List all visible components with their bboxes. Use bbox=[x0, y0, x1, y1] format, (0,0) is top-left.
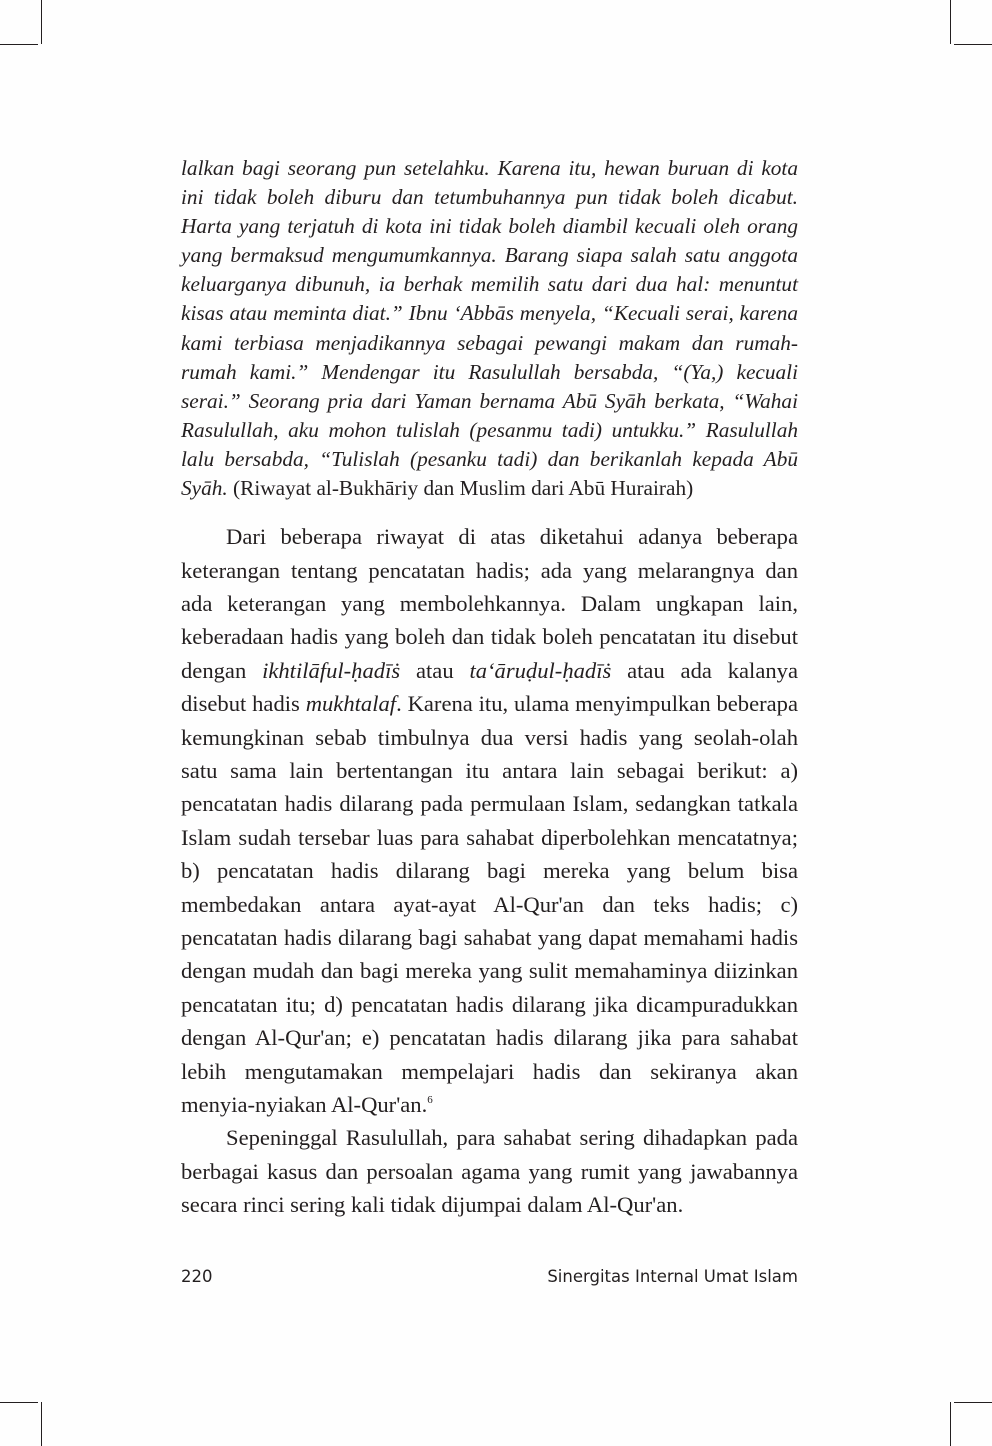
crop-mark-bottom-left-vertical bbox=[41, 1402, 42, 1446]
hadith-source: (Riwayat al-Bukhāriy dan Muslim dari Abū Hurairah) bbox=[227, 476, 694, 501]
crop-mark-top-right-horizontal bbox=[954, 44, 992, 45]
footnote-reference[interactable]: 6 bbox=[427, 1094, 433, 1107]
term-taarudul-hadis: ta‘āruḍul-ḥadīṡ bbox=[469, 657, 612, 683]
crop-mark-top-left-horizontal bbox=[0, 44, 38, 45]
page-body bbox=[181, 154, 798, 1222]
paragraph-1-text-d: . Karena itu, ulama menyimpulkan beberapa kemungkinan sebab timbulnya dua versi hadis yang seolah-olah satu sama lain bertentangan itu antara lain sebagai berikut: a) pencatatan hadis dilarang pada permulaan Islam, sedangkan tatkala Islam sudah tersebar luas para sahabat diperbolehkan mencatatnya; b) pencatatan hadis dilarang bagi mereka yang belum bisa membedakan antara ayat-ayat Al-Qur'an dan teks hadis; c) pencatatan hadis dilarang bagi sahabat yang dapat memahami hadis dengan mudah dan bagi mereka yang sulit memahaminya diizinkan pencatatan itu; d) pencatatan hadis dilarang jika dicampuradukkan dengan Al-Qur'an; e) pencatatan hadis dilarang jika para sahabat lebih mengutamakan mempelajari hadis dan sekiranya akan menyia-nyiakan Al-Qur'an. bbox=[181, 691, 798, 1118]
hadith-quote-block bbox=[181, 154, 798, 503]
paragraph-1-text-c: atau ada kalanya disebut hadis bbox=[181, 657, 798, 717]
term-mukhtalaf: mukhtalaf bbox=[305, 691, 397, 717]
crop-mark-bottom-right-vertical bbox=[950, 1402, 951, 1446]
crop-mark-top-right-vertical bbox=[950, 0, 951, 44]
body-paragraph-2: Sepeninggal Rasulullah, para sahabat sering dihadapkan pada berbagai kasus dan persoalan agama yang rumit yang jawabannya secara rinci sering kali tidak dijumpai dalam Al-Qur'an. bbox=[181, 1125, 798, 1218]
crop-mark-bottom-right-horizontal bbox=[954, 1402, 992, 1403]
body-paragraph-1 bbox=[181, 520, 798, 1121]
paragraph-1-text-a: Dari beberapa riwayat di atas diketahui adanya beberapa keterangan tentang pencatatan hadis; ada yang melarangnya dan ada keterangan yang membolehkannya. Dalam ungkapan lain, keberadaan hadis yang boleh dan tidak boleh pencatatan itu disebut dengan bbox=[181, 524, 798, 683]
term-ikhtilaful-hadis: ikhtilāful-ḥadīṡ bbox=[262, 657, 401, 683]
hadith-quote-text: lalkan bagi seorang pun setelahku. Karena itu, hewan buruan di kota ini tidak boleh diburu dan tetumbuhannya pun tidak boleh dicabut. Harta yang terjatuh di kota ini tidak boleh diambil kecuali oleh orang yang bermaksud mengumumkannya. Barang siapa salah satu anggota keluarganya dibunuh, ia berhak memilih satu dari dua hal: menuntut kisas atau meminta diat.” Ibnu ‘Abbās menyela, “Kecuali serai, karena kami terbiasa menjadikannya sebagai pewangi makam dan rumah-rumah kami.” Mendengar itu Rasulullah bersabda, “(Ya,) kecuali serai.” Seorang pria dari Yaman bernama Abū Syāh berkata, “Wahai Rasulullah, aku mohon tulislah (pesanmu tadi) untukku.” Rasulullah lalu bersabda, “Tulislah (pesanku tadi) dan berikanlah kepada Abū Syāh. bbox=[181, 156, 798, 501]
crop-mark-top-left-vertical bbox=[41, 0, 42, 44]
paragraph-1-text-b: atau bbox=[400, 657, 470, 683]
page-number: 220 bbox=[181, 1267, 213, 1286]
crop-mark-bottom-left-horizontal bbox=[0, 1402, 38, 1403]
running-title: Sinergitas Internal Umat Islam bbox=[547, 1267, 798, 1286]
